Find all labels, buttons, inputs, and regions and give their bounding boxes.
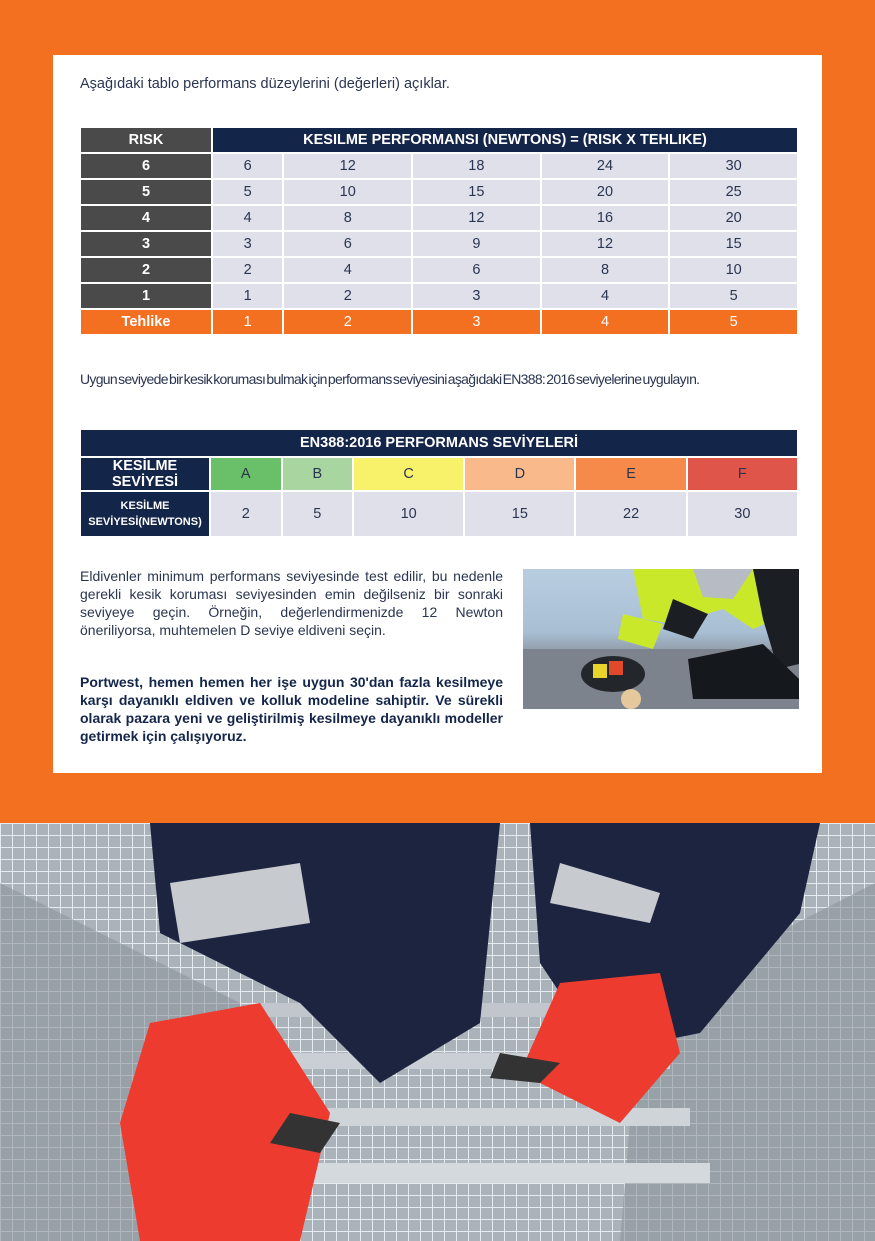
hazard-cell: 3 [412, 309, 541, 335]
intro-text: Aşağıdaki tablo performans düzeylerini (değerleri) açıklar. [80, 76, 450, 92]
performance-cell: 6 [212, 153, 283, 179]
performance-cell: 8 [541, 257, 670, 283]
performance-cell: 5 [212, 179, 283, 205]
performance-cell: 6 [283, 231, 412, 257]
paragraph-portwest: Portwest, hemen hemen her işe uygun 30'dan fazla kesilmeye karşı dayanıklı eldiven ve kolluk modeline sahiptir. Ve sürekli olarak pazara yeni ve geliştirilmiş kesilmeye dayanıklı modeller getirmek için çalışıyoruz. [80, 674, 503, 744]
risk-table-title: KESILME PERFORMANSI (NEWTONS) = (RISK X TEHLIKE) [212, 127, 798, 153]
paragraph-info: Eldivenler minimum performans seviyesinde test edilir, bu nedenle gerekli kesik koruması seviyesinden emin değilseniz bir sonraki seviyeye geçin. Örneğin, değerlendirmenizde 12 Newton öneriliyorsa, muhtemelen D seviye eldiveni seçin. [80, 568, 503, 638]
performance-cell: 9 [412, 231, 541, 257]
content-card [53, 55, 822, 773]
risk-row [80, 179, 798, 205]
level-letter: C [353, 457, 464, 491]
performance-cell: 15 [669, 231, 798, 257]
risk-value: 6 [80, 153, 212, 179]
risk-header: RISK [80, 127, 212, 153]
hazard-row [80, 309, 798, 335]
performance-cell: 12 [412, 205, 541, 231]
performance-cell: 24 [541, 153, 670, 179]
risk-value: 3 [80, 231, 212, 257]
glove-photo [523, 569, 799, 709]
performance-cell: 2 [212, 257, 283, 283]
performance-cell: 18 [412, 153, 541, 179]
level-letter: E [575, 457, 686, 491]
en388-table [79, 428, 799, 538]
level-newtons: 5 [282, 491, 354, 537]
hazard-cell: 4 [541, 309, 670, 335]
risk-value: 2 [80, 257, 212, 283]
risk-table [79, 126, 799, 336]
performance-cell: 4 [541, 283, 670, 309]
performance-cell: 1 [212, 283, 283, 309]
level-letter: A [210, 457, 282, 491]
level-letter: F [687, 457, 798, 491]
hazard-cell: 1 [212, 309, 283, 335]
level-letter: D [464, 457, 575, 491]
performance-cell: 5 [669, 283, 798, 309]
risk-row [80, 205, 798, 231]
performance-cell: 4 [283, 257, 412, 283]
performance-cell: 3 [412, 283, 541, 309]
performance-cell: 12 [541, 231, 670, 257]
performance-cell: 10 [283, 179, 412, 205]
performance-cell: 25 [669, 179, 798, 205]
risk-value: 1 [80, 283, 212, 309]
level-newtons: 2 [210, 491, 282, 537]
performance-cell: 12 [283, 153, 412, 179]
stairs-photo [0, 823, 875, 1241]
level-newtons: 22 [575, 491, 686, 537]
performance-cell: 8 [283, 205, 412, 231]
risk-value: 5 [80, 179, 212, 205]
risk-row [80, 257, 798, 283]
performance-cell: 10 [669, 257, 798, 283]
performance-cell: 16 [541, 205, 670, 231]
en388-title: EN388:2016 PERFORMANS SEVİYELERİ [80, 429, 798, 457]
cut-level-label: KESİLME SEVİYESİ [80, 457, 210, 491]
hazard-cell: 5 [669, 309, 798, 335]
risk-row [80, 231, 798, 257]
hazard-label: Tehlike [80, 309, 212, 335]
risk-row [80, 283, 798, 309]
risk-value: 4 [80, 205, 212, 231]
level-newtons: 10 [353, 491, 464, 537]
performance-cell: 3 [212, 231, 283, 257]
hazard-cell: 2 [283, 309, 412, 335]
cut-newton-label: KESİLME SEVİYESİ(NEWTONS) [80, 491, 210, 537]
apply-text: Uygun seviyede bir kesik koruması bulmak için performans seviyesini aşağıdaki EN388: 2016 seviyelerine uygulayın. [80, 371, 700, 387]
performance-cell: 6 [412, 257, 541, 283]
level-letter: B [282, 457, 354, 491]
risk-row [80, 153, 798, 179]
level-newtons: 15 [464, 491, 575, 537]
performance-cell: 20 [541, 179, 670, 205]
performance-cell: 20 [669, 205, 798, 231]
performance-cell: 30 [669, 153, 798, 179]
performance-cell: 15 [412, 179, 541, 205]
performance-cell: 4 [212, 205, 283, 231]
level-newtons: 30 [687, 491, 798, 537]
performance-cell: 2 [283, 283, 412, 309]
